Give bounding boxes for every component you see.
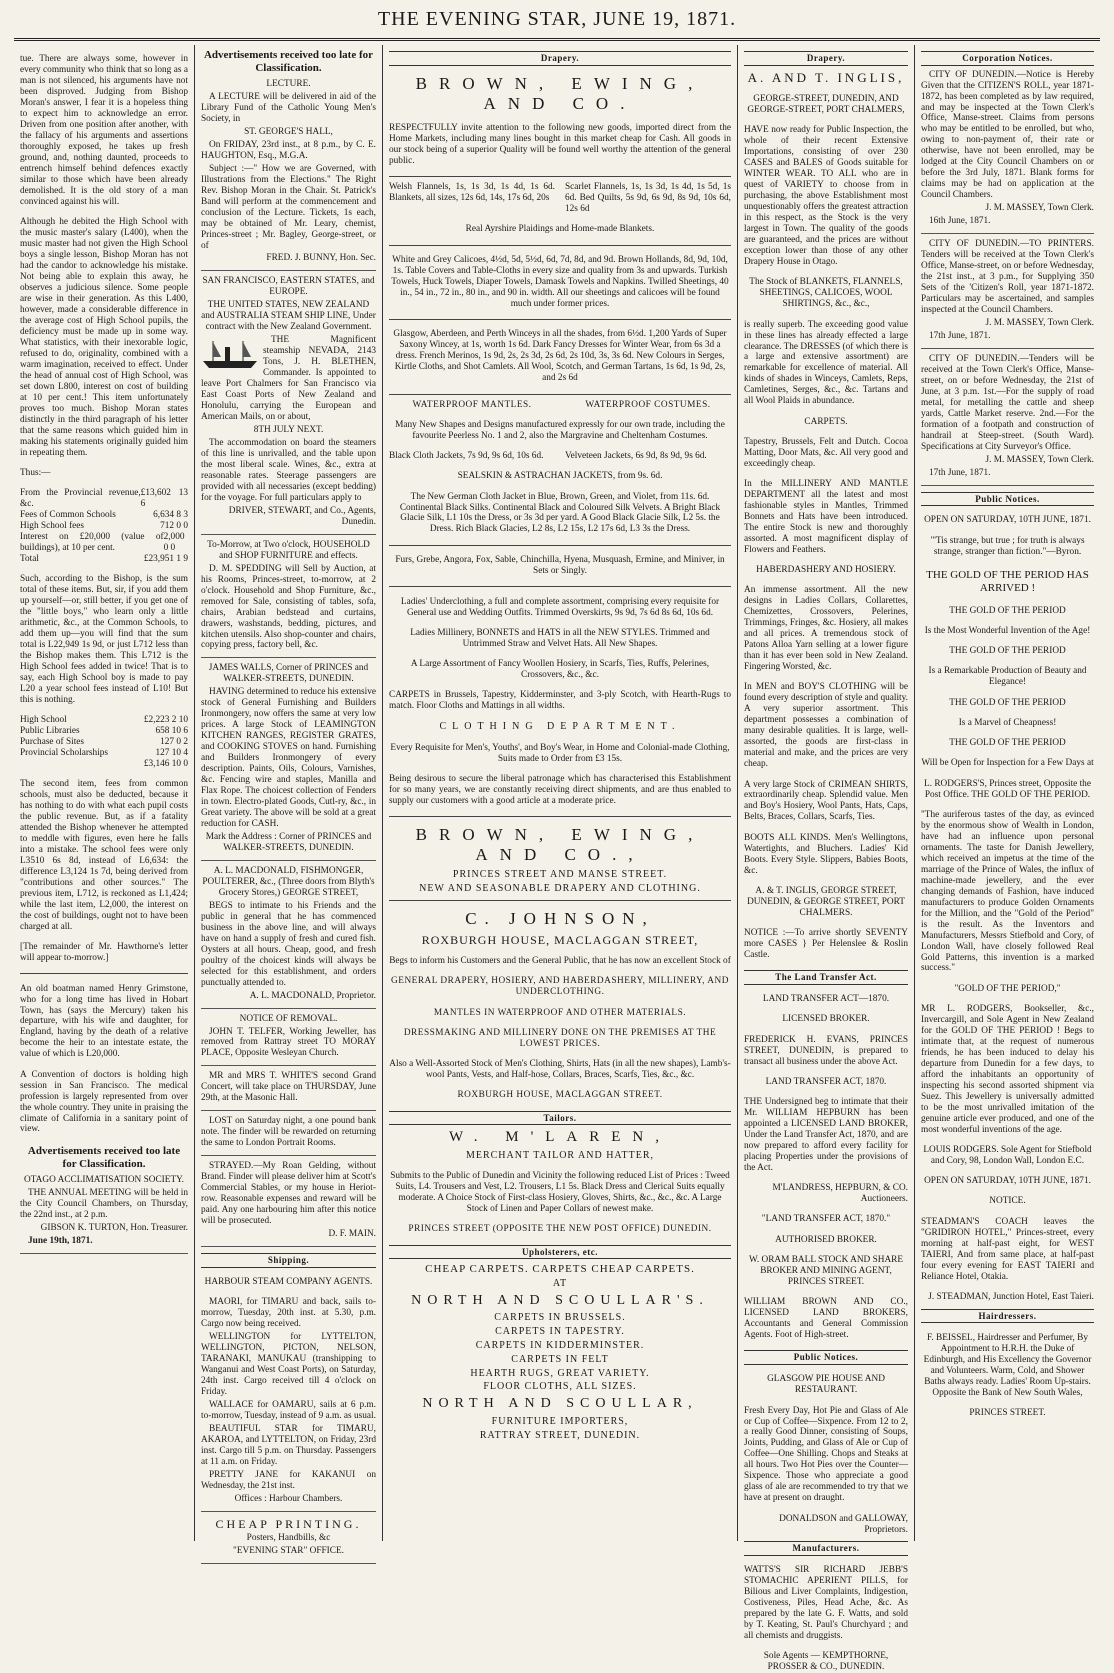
gold-line: THE GOLD OF THE PERIOD: [949, 738, 1066, 749]
ad-date: 16th June, 1871.: [929, 216, 991, 227]
ad-body: CITY OF DUNEDIN.—TO PRINTERS. Tenders will be received at the Town Clerk's Office, Manse-street, on or before Wednesday, the 21st inst., at 3 p.m., for Supplying 350 Sets of the 'Citizen's Roll, year 1871-1872. Particulars may be ascertained, and samples inspected at the Council Chambers.: [921, 239, 1094, 315]
ad-body: THE Magnificent steamship NEVADA, 2143 Tons, J. H. BLETHEN, Commander. Is appointed to leave Port Chalmers for San Francisco via East Coast Ports of New Zealand and Honolulu, carrying the European and American Mails, on or about,: [201, 335, 376, 423]
ad-heading: CHEAP PRINTING.: [215, 1516, 362, 1531]
totals-row: Provincial Scholarships 127 10 4: [20, 747, 188, 758]
ad-heading: CHEAP CARPETS. CARPETS CHEAP CARPETS.: [425, 1263, 695, 1276]
ad-title-brown-ewing: BROWN, EWING, AND CO.: [415, 73, 705, 113]
ad-signature: Mark the Address : Corner of PRINCES and WALKER-STREETS, DUNEDIN.: [205, 831, 372, 853]
ad-line: Real Ayrshire Plaidings and Home-made Blankets.: [465, 224, 655, 235]
ad-title-brown-ewing-2: BROWN, EWING, AND CO.,: [415, 825, 705, 865]
ad-heading: NOTICE.: [989, 1196, 1026, 1207]
section-heading: Upholsterers, etc.: [389, 1245, 731, 1260]
ad-signature: PRINCES STREET (OPPOSITE THE NEW POST OFFICE) DUNEDIN.: [408, 1224, 712, 1235]
ship-item: BEAUTIFUL STAR for TIMARU, AKAROA, and LYTTELTON, on Friday, 23rd inst. Cargo till 5 p.m. on Thursday. Passengers at 11 a.m. on Friday.: [201, 1423, 376, 1467]
column-2: [194, 45, 382, 1556]
ad-body: Subject :—" How we are Governed, with Illustrations from the Elections." The Right Rev. Bishop Moran in the Chair. St. Patrick's Band will perform at the commencement and conclusion of the Lecture. Tickets, 1s each, may be obtained of Mr. Leary, chemist, Princes-street ; Mr. Bagley, George-street, or of: [201, 163, 376, 251]
ad-body: CITY OF DUNEDIN.—Notice is Hereby Given that the CITIZEN'S ROLL, year 1871-1872, has been completed as by law required, and may be inspected at the Town Clerk's Office, Manse-street. Claims from persons who may be entitled to be enrolled, but who, owing to non-payment of, their rate or otherwise, have not been enrolled, may be lodged at the City Council Chambers on or before the 3rd July, 1871. Blank forms for claims may be had on application at the Council Chambers.: [921, 69, 1094, 201]
ad-signature: Sole Agents — KEMPTHORNE, PROSSER & CO., DUNEDIN.: [763, 1651, 889, 1673]
ad-signature: A. & T. INGLIS, GEORGE STREET, DUNEDIN, & GEORGE STREET, PORT CHALMERS.: [747, 885, 905, 918]
ad-subtitle: ROXBURGH HOUSE, MACLAGGAN STREET,: [421, 932, 699, 947]
ad-heading: HABERDASHERY AND HOSIERY.: [756, 565, 896, 576]
ad-body: HAVING determined to reduce his extensive stock of General Furnishing and Builders Ironmongery, now offers the same at very low prices. A large Stock of LEAMINGTON KITCHEN RANGES, REGISTER GRATES, and COOKING STOVES on hand. Furnishing and Builders Ironmongery of every description. Paints, Oils, Colours, Varnishes, &c. Fencing wire and staples, Manilla and Flax Rope. The choicest collection of Fenders in town. Electro-plated Goods, Cutl-ry, &c., in Great variety. The above will be sold at a great reduction for CASH.: [201, 687, 376, 829]
ad-signature: GIBSON K. TURTON, Hon. Treasurer.: [40, 1222, 188, 1233]
ad-signature: PRINCES STREET.: [969, 1407, 1046, 1418]
ad-notice: NOTICE :—To arrive shortly SEVENTY more CASES } Per Helenslee & Roslin Castle.: [744, 928, 908, 960]
ad-removal: [201, 1014, 376, 1067]
ad-body: Being desirous to secure the liberal patronage which has characterised this Establishment for so many years, we are constantly receiving direct shipments, and are thus enabled to supply our customers with a good article at a moderate price.: [389, 773, 731, 806]
two-column-list: [389, 451, 731, 462]
ad-signature: ROXBURGH HOUSE, MACLAGGAN STREET.: [457, 1090, 663, 1101]
article-note: [The remainder of Mr. Hawthorne's letter will appear to-morrow.]: [20, 942, 188, 963]
ad-signature: "EVENING STAR" OFFICE.: [233, 1545, 344, 1556]
ad-heading: HARBOUR STEAM COMPANY AGENTS.: [204, 1276, 373, 1287]
ad-heading: To-Morrow, at Two o'clock, HOUSEHOLD and SHOP FURNITURE and effects.: [207, 539, 370, 561]
article-paragraph: tue. There are always some, however in every community who think that so long as a man is not silenced, his arguments have not been disproved. Judging from Bishop Moran's answer, I fear it is a hopeless thing to expect him to acknowledge an error. Driven from one position after another, with the fallacy of his arguments and assertions thoroughly exposed, he takes up fresh ground, and, nothing daunted, proceeds to entrench himself behind defences exactly similar to those which have been already demolished. It is the old story of a man convinced against his will.: [20, 54, 188, 207]
totals-row: Total £23,951 1 9: [20, 553, 188, 564]
ad-signature: FRED. J. BUNNY, Hon. Sec.: [266, 253, 376, 264]
ad-heading: AUTHORISED BROKER.: [775, 1234, 877, 1245]
ad-heading: LAND TRANSFER ACT—1870.: [762, 994, 890, 1005]
carpet-line: CARPETS IN TAPESTRY.: [495, 1326, 625, 1338]
ad-steamship: [201, 276, 376, 534]
totals-row: Purchase of Sites 127 0 2: [20, 736, 188, 747]
ad-auction: [201, 540, 376, 659]
columns: [14, 45, 1100, 1673]
news-paragraph: An old boatman named Henry Grimstone, who for a long time has lived in Hobart Town, has (says the Mercury) taken his departure, with his wife and daughter, for England, having by the death of a relative become the heir to an intestate estate, the value of which is L20,000.: [20, 983, 188, 1060]
ad-heading: OPEN ON SATURDAY, 10TH JUNE, 1871.: [924, 1176, 1091, 1187]
ad-body: The New German Cloth Jacket in Blue, Brown, Green, and Violet, from 11s. 6d. Continental Black Silks. Continental Black and Coloured Silk Velvets. A Bright Black Glacie Silk, L1 10s the Dress, or 3s 3d per yard. A Good Black Glacie Silk, L2 5s. the Dress. Rich Black Glacies, L2 8s, L2 15s, L2 17s 6d, L3 3s the Dress.: [399, 491, 721, 535]
ad-body: RESPECTFULLY invite attention to the following new goods, imported direct from the Home Markets, including many lines bought in this market cheap for Cash. All goods in our stock being of a superior Quality will be found well worthy the attention of the general public.: [389, 123, 731, 166]
ad-heading: GLASGOW PIE HOUSE AND RESTAURANT.: [767, 1374, 885, 1396]
ad-date: 8TH JULY NEXT.: [253, 425, 324, 436]
gold-line: Is the Most Wonderful Invention of the Age!: [924, 625, 1091, 636]
ad-signature: J. M. MASSEY, Town Clerk.: [985, 203, 1094, 214]
section-heading: Drapery.: [389, 51, 731, 66]
ad-signature: J. M. MASSEY, Town Clerk.: [985, 454, 1094, 465]
totals-row: Public Libraries 658 10 6: [20, 726, 188, 736]
ad-signature: J. STEADMAN, Junction Hotel, East Taieri.: [928, 1291, 1094, 1302]
ad-body: Glasgow, Aberdeen, and Perth Winceys in all the shades, from 6½d. 1,200 Yards of Super Saxony Wincey, at 1s, worth 1s 6d. Dark Fancy Dresses for Winter Wear, from 6s 3d a dress. French Merinos, 1s 9d, 2s, 2s 3d, 2s 6d, 2s 10d, 3s, 3s 6d. New Colours in Serges, Kirtle Cloths, and Shot Camlets. All Wool, Scotch, and German Tartans, 1s 6d, 1s 9d, 2s, and 2s 6d: [393, 329, 727, 384]
ad-heading: CLOTHING DEPARTMENT.: [439, 721, 681, 733]
ad-lecture: [201, 79, 376, 272]
ad-strayed: [201, 1161, 376, 1247]
ad-body: FREDERICK H. EVANS, PRINCES STREET, DUNEDIN, is prepared to transact all business under the above Act.: [744, 1034, 908, 1067]
section-heading: Corporation Notices.: [921, 51, 1094, 66]
ad-body: A very large Stock of CRIMEAN SHIRTS, extraordinarily cheap. Splendid value. Men and Boy's Hosiery, Wool Pants, Hats, Caps, Belts, Braces, Collars, Scarfs, Ties.: [744, 779, 908, 823]
ad-body: Tapestry, Brussels, Felt and Dutch. Cocoa Matting, Door Mats, &c. All very good and exceedingly cheap.: [744, 436, 908, 469]
masthead-title: THE EVENING STAR, JUNE 19, 1871.: [377, 7, 737, 30]
ad-body: STEADMAN'S COACH leaves the "GRIDIRON HOTEL," Princes-street, every morning at half-past eight, for WEST TAIERI, And from same place, at half-past four every evening for EAST TAIERI and Reliance Hotel, Otakia.: [921, 1216, 1094, 1282]
ad-quote: "'Tis strange, but true ; for truth is always strange, stranger than fiction."—Byron.: [930, 535, 1085, 557]
ad-heading: LAND TRANSFER ACT, 1870.: [765, 1076, 887, 1087]
ad-signature: DRIVER, STEWART, and Co., Agents, Dunedin.: [228, 505, 376, 527]
ad-body: WATTS'S SIR RICHARD JEBB'S STOMACHIC APERIENT PILLS, for Bilious and Liver Complaints, Indigestion, Costiveness, Piles, Head Ache, &c. As prepared by the late G. F. Watts, and sold by T. Keating, St. Paul's Churchyard ; and all chemists and druggists.: [744, 1565, 908, 1642]
ad-body: THE Undersigned beg to intimate that their Mr. WILLIAM HEPBURN has been appointed a LICENSED LAND BROKER, Under the Land Transfer Act, 1870, and are now prepared to afford every facility for placing Properties under the provisions of the Act.: [744, 1097, 908, 1173]
ship-item: MAORI, for TIMARU and back, sails to-morrow, Tuesday, 20th inst. at 5.30, p.m. Cargo now being received.: [201, 1297, 376, 1330]
ad-macdonald: [201, 866, 376, 1009]
article-paragraph: The second item, fees from common schools, must also be deducted, because it has nothing to do with what each pupil costs the public revenue. But, as if a fatality attended the Bishop whenever he attempted to meddle with figures, even here he falls into a mistake. The school fees were only L3510 6s 8d, instead of L6,634: the difference L3,124 1s 7d, being derived from "contributions and other sources." The previous item, L712, is reckoned as L1,424; while the last item, L2,000, the interest on the cost of buildings, ought not to have been charged at all.: [20, 779, 188, 932]
totals-row: High School fees 712 0 0: [20, 520, 188, 531]
ad-heading: SEALSKIN & ASTRACHAN JACKETS, from 9s. 6d.: [457, 471, 663, 482]
ad-title-north-scoullar-2: NORTH AND SCOULLAR,: [422, 1396, 698, 1412]
ad-body: Fresh Every Day, Hot Pie and Glass of Ale or Cup of Coffee—Sixpence. From 12 to 2, a really Good Dinner, consisting of Soups, Joints, Pudding, and Glass of Ale or Cup of Coffee—One Shilling. Chops and Steaks at all hours. Two Hot Pies over the Counter—Sixpence. Those who appreciate a good glass of ale are recommended to try that we have at present on draught.: [744, 1405, 908, 1504]
carpet-line: CARPETS IN FELT: [511, 1353, 609, 1365]
ad-body: JOHN T. TELFER, Working Jeweller, has removed from Rattray street TO MORAY PLACE, Opposite Wesleyan Church.: [201, 1026, 376, 1059]
ad-lost: [201, 1116, 376, 1156]
ad-heading: The Stock of BLANKETS, FLANNELS, SHEETINGS, CALICOES, WOOL SHIRTINGS, &c., &c.,: [749, 277, 903, 310]
ad-body: MR and MRS T. WHITE'S second Grand Concert, will take place on THURSDAY, June 29th, at the Masonic Hall.: [201, 1071, 376, 1104]
section-heading: Public Notices.: [921, 492, 1094, 507]
ad-heading: A. L. MACDONALD, FISHMONGER, POULTERER, &c., (Three doors from Blyth's Grocery Stores,) GEORGE STREET,: [202, 865, 375, 898]
ad-signature: DONALDSON and GALLOWAY, Proprietors.: [779, 1513, 908, 1535]
gold-line: Is a Remarkable Production of Beauty and Elegance!: [928, 666, 1087, 688]
two-column-heading: [389, 400, 731, 411]
gold-line: THE GOLD OF THE PERIOD: [949, 605, 1066, 616]
ad-city-roll: [921, 70, 1094, 235]
ad-body: HAVE now ready for Public Inspection, the whole of their recent Extensive Importations, consisting of over 230 CASES and BALES of Goods suitable for WINTER WEAR. TO ALL who are in quest of VARIETY to choose from in purchasing, the above Establishment most unquestionably offers the greatest attraction in this respect, as the Stock is the very largest in Town. The quality of the goods are guaranteed, and the prices are without exception lower than those of any other Drapery House in Otago.: [744, 125, 908, 268]
ad-body: WILLIAM BROWN AND CO., LICENSED LAND BROKERS, Accountants and General Commission Agents. Foot of High-street.: [744, 1297, 908, 1341]
ad-signature: J. M. MASSEY, Town Clerk.: [985, 317, 1094, 328]
divider: [389, 319, 731, 320]
ad-body: CARPETS in Brussels, Tapestry, Kidderminster, and 3-ply Scotch, with Hearth-Rugs to match. Floor Cloths and Mattings in all widths.: [389, 690, 731, 712]
gold-line: THE GOLD OF THE PERIOD: [949, 646, 1066, 657]
divider: [389, 394, 731, 395]
column-6: [914, 45, 1100, 1541]
totals-table: [20, 488, 188, 565]
totals-table: [20, 715, 188, 770]
ad-heading: JAMES WALLS, Corner of PRINCES and WALKER-STREETS, DUNEDIN.: [208, 663, 369, 685]
ad-body: "The auriferous tastes of the day, as evinced by the enormous show of Wealth in London, have had an influence upon personal ornaments. The taste for Danish Jewellery, which received an impetus at the time of the marriage of the Prince of Wales, the influx of machine-made jewellery, and the ever changing demands of Fashion, have induced manufacturers to produce Golden Ornaments for the Million, and the "Gold of the Period" is the result. As the Inventors and Manufacturers, Messrs Stiefbold and Cory, of London Wall, have closely followed Real Gold Patterns, this invention is a marked success.": [921, 809, 1094, 974]
ad-city-printers: [921, 239, 1094, 349]
column-5: [737, 45, 914, 1673]
ad-body: An immense assortment. All the new designs in Ladies Collars, Collarettes, Chemizettes, Crossovers, Pelerines, Trimmings, Fringes, &c. Hosiery, all makes and all prices. A tremendous stock of Patons Alloa Yarn selling at a lower figure than it has ever been sold in New Zealand. Fingering Worsted, &c.: [744, 585, 908, 673]
ad-signature: A. L. MACDONALD, Proprietor.: [249, 990, 376, 1001]
ad-title-inglis: A. AND T. INGLIS,: [747, 69, 905, 85]
totals-row: £3,146 10 0: [143, 758, 188, 769]
ad-body: F. BEISSEL, Hairdresser and Perfumer, By Appointment to H.R.H. the Duke of Edinburgh, and His Excellency the Governor and Volunteers. Warm, Cold, and Shower Baths always ready. Ladies' Room Up-stairs. Opposite the Bank of New South Wales,: [923, 1332, 1092, 1398]
ad-heading: "GOLD OF THE PERIOD,": [954, 983, 1061, 994]
ad-date: 17th June, 1871.: [929, 467, 991, 478]
ad-body: Ladies' Underclothing, a full and complete assortment, comprising every requisite for General use and Wedding Outfits. Trimmed Overskirts, 9s 9d, 7s 6d 8s 6d, 10s 6d.: [400, 596, 720, 618]
ad-subtitle: MERCHANT TAILOR AND HATTER,: [465, 1150, 655, 1161]
ad-signature: RATTRAY STREET, DUNEDIN.: [479, 1429, 641, 1441]
ad-title-johnson: C. JOHNSON,: [465, 908, 655, 928]
article-paragraph: Such, according to the Bishop, is the sum total of these items. But, sir, if you add them up yourself—or, still better, if you get one of the "little boys," who learn only a little arithmetic, &c., at the Common Schools, to add them up—you will find that the sum total is L22,949 1s 9d, or just L712 less than the Bishop makes them. This L712 is the High School fees added in twice! That is to say, each High School boy is made to pay L20 a year school fees instead of L10! But this is nothing.: [20, 574, 188, 705]
ad-title-gold: THE GOLD OF THE PERIOD HAS ARRIVED !: [926, 568, 1089, 594]
ad-subheading: THE UNITED STATES, NEW ZEALAND and AUSTRALIA STEAM SHIP LINE, Under contract with the New Zealand Government.: [201, 300, 376, 333]
two-column-list: [389, 182, 731, 215]
ad-subtitle: FURNITURE IMPORTERS,: [491, 1415, 629, 1427]
ad-heading: SAN FRANCISCO, EASTERN STATES, and EUROPE.: [202, 276, 375, 298]
ad-heading: OPEN ON SATURDAY, 10TH JUNE, 1871.: [924, 515, 1091, 526]
ad-signature: L. RODGERS'S, Princes street, Opposite the Post Office. THE GOLD OF THE PERIOD.: [924, 778, 1091, 800]
list-right: WATERPROOF COSTUMES.: [585, 399, 711, 410]
ad-body: Every Requisite for Men's, Youths', and Boy's Wear, in Home and Colonial-made Clothing, Suits made to Order from £3 15s.: [390, 742, 730, 764]
carpet-line: CARPETS IN BRUSSELS.: [494, 1312, 626, 1324]
news-paragraph: A Convention of doctors is holding high session in San Francisco. The medical profession is largely represented from over the whole country. They unite in praising the climate of California in a sanitary point of view.: [20, 1069, 188, 1135]
ad-date: 17th June, 1871.: [929, 330, 991, 341]
section-heading: Shipping.: [201, 1253, 376, 1268]
ad-signature: D. F. MAIN.: [328, 1229, 376, 1240]
ad-ships: [201, 1297, 376, 1511]
ad-body: In the MILLINERY AND MANTLE DEPARTMENT all the latest and most fashionable styles in Mantles, Trimmed Bonnets and Hats have been introduced. The entire Stock is new and thoroughly assorted. A most magnificent display of Flowers and Feathers.: [744, 479, 908, 555]
masthead: [14, 0, 1100, 41]
column-1: [14, 45, 194, 1541]
divider: [389, 900, 731, 901]
ad-body: Many New Shapes and Designs manufactured expressly for our own trade, including the favourite Peerless No. 1 and 2, also the Margravine and Cheltenham Costumes.: [395, 419, 725, 441]
ad-heading: NOTICE OF REMOVAL.: [239, 1013, 338, 1024]
gold-line: THE GOLD OF THE PERIOD: [949, 697, 1066, 708]
ad-body: CITY OF DUNEDIN.—Tenders will be received at the Town Clerk's Office, Manse-street, on or before Wednesday, the 21st of June, at 3 p.m. 1st.—For the supply of road metal, for metalling the cattle and sheep yards, Cattle Market reserve. 2nd.—For the formation of a footpath and construction of handrail at Steep-street. (South Ward). Specifications at City Surveyor's Office.: [921, 353, 1094, 452]
ad-line: FLOOR CLOTHS, ALL SIZES.: [483, 1381, 637, 1393]
ad-heading: LICENSED BROKER.: [782, 1014, 870, 1025]
column-3-4: [382, 45, 737, 1541]
ad-body: The accommodation on board the steamers of this line is unrivalled, and the table upon the most liberal scale. Wines, &c., extra at reasonable rates. Steerage passengers are provided with all necessaries (except bedding) for the voyage. For full particulars apply to: [201, 438, 376, 503]
ad-line: HEARTH RUGS, GREAT VARIETY.: [470, 1367, 650, 1379]
section-heading: Hairdressers.: [921, 1309, 1094, 1324]
divider: [389, 816, 731, 817]
ad-signature: Offices : Harbour Chambers.: [234, 1493, 343, 1504]
totals-row: Interest on £20,000 (value of buildings), at 10 per cent. 2,000 0 0: [20, 531, 185, 553]
ad-body: BEGS to intimate to his Friends and the public in general that he has commenced business in the above line, and will always have on hand a supply of fresh and cured fish. Oysters at all hours. Cheap, good, and fresh poultry of the choicest kinds will always be selected for this establishment, and orders punctually attended to.: [201, 900, 376, 988]
totals-row: High School £2,223 2 10: [20, 715, 188, 726]
ad-line: MANTLES IN WATERPROOF AND OTHER MATERIALS.: [433, 1007, 687, 1018]
section-heading: Advertisements received too late for Classification.: [203, 49, 373, 74]
ad-heading: CARPETS.: [804, 416, 848, 427]
ad-body: MR L. RODGERS, Bookseller, &c., Invercargill, and Sole Agent in New Zealand for the GOLD OF THE PERIOD ! Begs to intimate that, at the request of numerous friends, he has been induced to delay his departure from Dunedin for a few days, to afford the inhabitants an opportunity of inspecting his second assorted shipment via Suez. This Jewellery is universally admitted to be the most unrivalled imitation of the genuine article ever produced, and one of the most wonderful inventions of the age.: [921, 1004, 1094, 1135]
list-right: Velveteen Jackets, 6s 9d, 8s 9d, 9s 6d.: [565, 451, 707, 462]
totals-row: Fees of Common Schools 6,634 8 3: [20, 509, 188, 520]
ad-body: Ladies Millinery, BONNETS and HATS in all the NEW STYLES. Trimmed and Untrimmed Straw and Velvet Hats. All New Shapes.: [410, 627, 710, 649]
ad-body: Furs, Grebe, Angora, Fox, Sable, Chinchilla, Hyena, Musquash, Ermine, and Miniver, in Sets or Singly.: [395, 555, 725, 576]
ad-subtitle: PRINCES STREET AND MANSE STREET.: [452, 869, 668, 881]
ad-concert: [201, 1071, 376, 1111]
ad-title-mlaren: W. M'LAREN,: [448, 1129, 672, 1146]
section-heading: Manufacturers.: [744, 1541, 908, 1556]
ad-body: In MEN and BOY'S CLOTHING will be found every description of style and quality. A very superior assortment. This department possesses a combination of many desirable qualities. It is large, well-assorted, the goods are first-class in material and make, and the prices are very cheap.: [744, 682, 908, 770]
section-heading: Tailors.: [389, 1111, 731, 1126]
divider: [389, 245, 731, 246]
divider: [389, 586, 731, 587]
list-left: Black Cloth Jackets, 7s 9d, 9s 6d, 10s 6d.: [389, 451, 544, 462]
divider: [389, 176, 731, 177]
ad-line: AT: [552, 1278, 568, 1290]
ad-venue: ST. GEORGE'S HALL,: [244, 126, 333, 137]
ad-body: Begs to inform his Customers and the General Public, that he has now an excellent Stock of: [389, 956, 731, 967]
divider: [389, 545, 731, 546]
ad-otago: [20, 1175, 188, 1254]
section-heading: Drapery.: [744, 51, 908, 66]
ad-body: A Large Assortment of Fancy Woollen Hosiery, in Scarfs, Ties, Ruffs, Pelerines, Crossovers, &c., &c.: [410, 659, 710, 680]
ad-body: BOOTS ALL KINDS. Men's Wellingtons, Watertights, and Bluchers. Ladies' Kid Boots. Every Style. Slippers, Babies Boots, &c.: [744, 832, 908, 876]
ship-item: PRETTY JANE for KAKANUI on Wednesday, the 21st inst.: [201, 1469, 376, 1491]
ad-signature: M'LANDRESS, HEPBURN, & CO. Auctioneers.: [772, 1183, 908, 1205]
ad-heading: "LAND TRANSFER ACT, 1870.": [761, 1214, 891, 1225]
ad-line: Also a Well-Assorted Stock of Men's Clothing, Shirts, Hats (in all the new shapes), Lamb's-wool Pants, Vests, and Half-hose, Collars, Braces, Scarfs, Ties, &c., &c.: [389, 1059, 731, 1081]
list-left: Welsh Flannels, 1s, 1s 3d, 1s 4d, 1s 6d. Blankets, all sizes, 12s 6d, 14s, 17s 6d, 20s: [389, 182, 555, 204]
ad-body: Posters, Handbills, &c: [246, 1532, 331, 1543]
ad-title-north-scoullar: NORTH AND SCOULLAR'S.: [411, 1292, 709, 1308]
ad-body: A LECTURE will be delivered in aid of the Library Fund of the Catholic Young Men's Society, in: [201, 91, 376, 124]
article-paragraph: Although he debited the High School with the music master's salary (L400), when the music master had not given the High School boys a single lesson, Bishop Moran has not had the candor to acknowledge his mistake. Not being able to explain this away, he observes a judicious silence. Some people are wise in their generation. As this L400, however, made a considerable difference in the average cost of High School pupils, the deficiency must be made up in some way. What statistics, with their inexorable logic, refused to do, originality, combined with a warm imagination, received to effect. Under the head of annual cost of High School, was set down L800, interest on cost of building at 10 per cent.! This item unfortunately proves too much. Bishop Moran states distinctly in the third paragraph of his letter that the same reasons which guided him in making his statements originally guided him in repeating them.: [20, 217, 188, 458]
ad-subtitle: NEW AND SEASONABLE DRAPERY AND CLOTHING.: [419, 882, 701, 894]
ad-date: June 19th, 1871.: [28, 1235, 93, 1246]
ad-city-tenders: [921, 354, 1094, 486]
article-paragraph: Thus:—: [20, 467, 51, 478]
ad-body: STRAYED.—My Roan Gelding, without Brand. Finder will please deliver him at Scott's Commercial Stables, or my house in Heriot-row. Reasonable expenses and reward will be paid. Any one harbouring him after this notice will be prosecuted.: [201, 1161, 376, 1227]
ad-printing: [201, 1517, 376, 1564]
ad-line: GENERAL DRAPERY, HOSIERY, AND HABERDASHERY, MILLINERY, AND UNDERCLOTHING.: [391, 976, 729, 998]
totals-row: From the Provincial revenue, &c. £13,602 13 6: [20, 488, 188, 509]
ad-line: DRESSMAKING AND MILLINERY DONE ON THE PREMISES AT THE LOWEST PRICES.: [403, 1027, 717, 1049]
list-left: WATERPROOF MANTLES.: [412, 399, 532, 410]
ad-body: LOST on Saturday night, a one pound bank note. The finder will be rewarded on returning the same to London Portrait Rooms.: [201, 1116, 376, 1149]
gold-line: Will be Open for Inspection for a Few Days at: [921, 758, 1094, 769]
ad-body: W. ORAM BALL STOCK AND SHARE BROKER AND MINING AGENT, PRINCES STREET.: [748, 1255, 904, 1287]
ad-walls: [201, 663, 376, 860]
steamship-icon: [201, 337, 259, 371]
ad-heading: LECTURE.: [266, 78, 311, 89]
ad-body: Submits to the Public of Dunedin and Vicinity the following reduced List of Prices : Tweed Suits, L4. Trousers and Vest, L2. Trousers, L1 5s. Black Dress and Clerical Suits equally moderate. A Choice Stock of First-class Hosiery, Gloves, Shirts, &c., &c., &c. A Large Stock of Linen and Paper Collars of newest make.: [390, 1171, 730, 1214]
ad-body: is really superb. The exceeding good value in these lines has already effected a large clearance. The DRESSES (of which there is a large and extensive assortment) are remarkable for excellence of material. All kinds of shades in Winceys, Camlets, Reps, Camletines, Serges, &c., &c. Tartans and all Wool Plaids in abundance.: [744, 319, 908, 407]
ad-subtitle: GEORGE-STREET, DUNEDIN, AND GEORGE-STREET, PORT CHALMERS,: [747, 94, 905, 116]
section-heading: Public Notices.: [744, 1350, 908, 1365]
ship-item: WALLACE for OAMARU, sails at 6 p.m. to-morrow, Tuesday, instead of 9 a.m. as usual.: [201, 1399, 376, 1421]
section-heading: The Land Transfer Act.: [744, 970, 908, 985]
gold-line: Is a Marvel of Cheapness!: [958, 717, 1057, 728]
ad-signature: LOUIS RODGERS. Sole Agent for Stiefbold and Cory, 98, London Wall, London E.C.: [923, 1144, 1092, 1166]
section-heading: Advertisements received too late for Classification.: [27, 1144, 181, 1170]
carpet-line: CARPETS IN KIDDERMINSTER.: [475, 1340, 645, 1352]
list-right: Scarlet Flannels, 1s, 1s 3d, 1s 4d, 1s 5d, 1s 6d. Bed Quilts, 5s 9d, 6s 9d, 8s 9d, 10s 6d, 12s 6d: [565, 182, 731, 215]
ad-body: On FRIDAY, 23rd inst., at 8 p.m., by C. E. HAUGHTON, Esq., M.G.A.: [201, 139, 376, 161]
ad-heading: OTAGO ACCLIMATISATION SOCIETY.: [24, 1174, 184, 1185]
ad-body: THE ANNUAL MEETING will be held in the City Council Chambers, on Thursday, the 22nd inst., at 2 p.m.: [20, 1187, 188, 1220]
divider: [20, 973, 188, 974]
ad-body: White and Grey Calicoes, 4½d, 5d, 5½d, 6d, 7d, 8d, and 9d. Brown Hollands, 8d, 9d, 10d, 1s. Table Covers and Table-Cloths in every size and quality from 3s and upwards. Turkish Towels, Huck Towels, Diaper Towels, Damask Towels and Napkins. Twilled Sheetings, 40 in., 54 in., 72 in., 80 in., and 90 in. width. All our sheetings and calicoes will be found much under former prices.: [391, 254, 729, 309]
ad-body: D. M. SPEDDING will Sell by Auction, at his Rooms, Princes-street, to-morrow, at 2 o'clock. Household and Shop Furniture, &c., removed for Sale, consisting of tables, sofa, chairs, Arabian bedstead and curtains, drawers, washstands, bedding, pictures, and kitchen utensils. Also shop-counter and chairs, copying press, factory bell, &c.: [201, 563, 376, 651]
ship-item: WELLINGTON for LYTTELTON, WELLINGTON, PICTON, NELSON, TARANAKI, MANUKAU (transhipping to Wanganui and West Coast Ports), on Saturday, 24th inst. Cargo received till 4 o'clock on Friday.: [201, 1332, 376, 1397]
